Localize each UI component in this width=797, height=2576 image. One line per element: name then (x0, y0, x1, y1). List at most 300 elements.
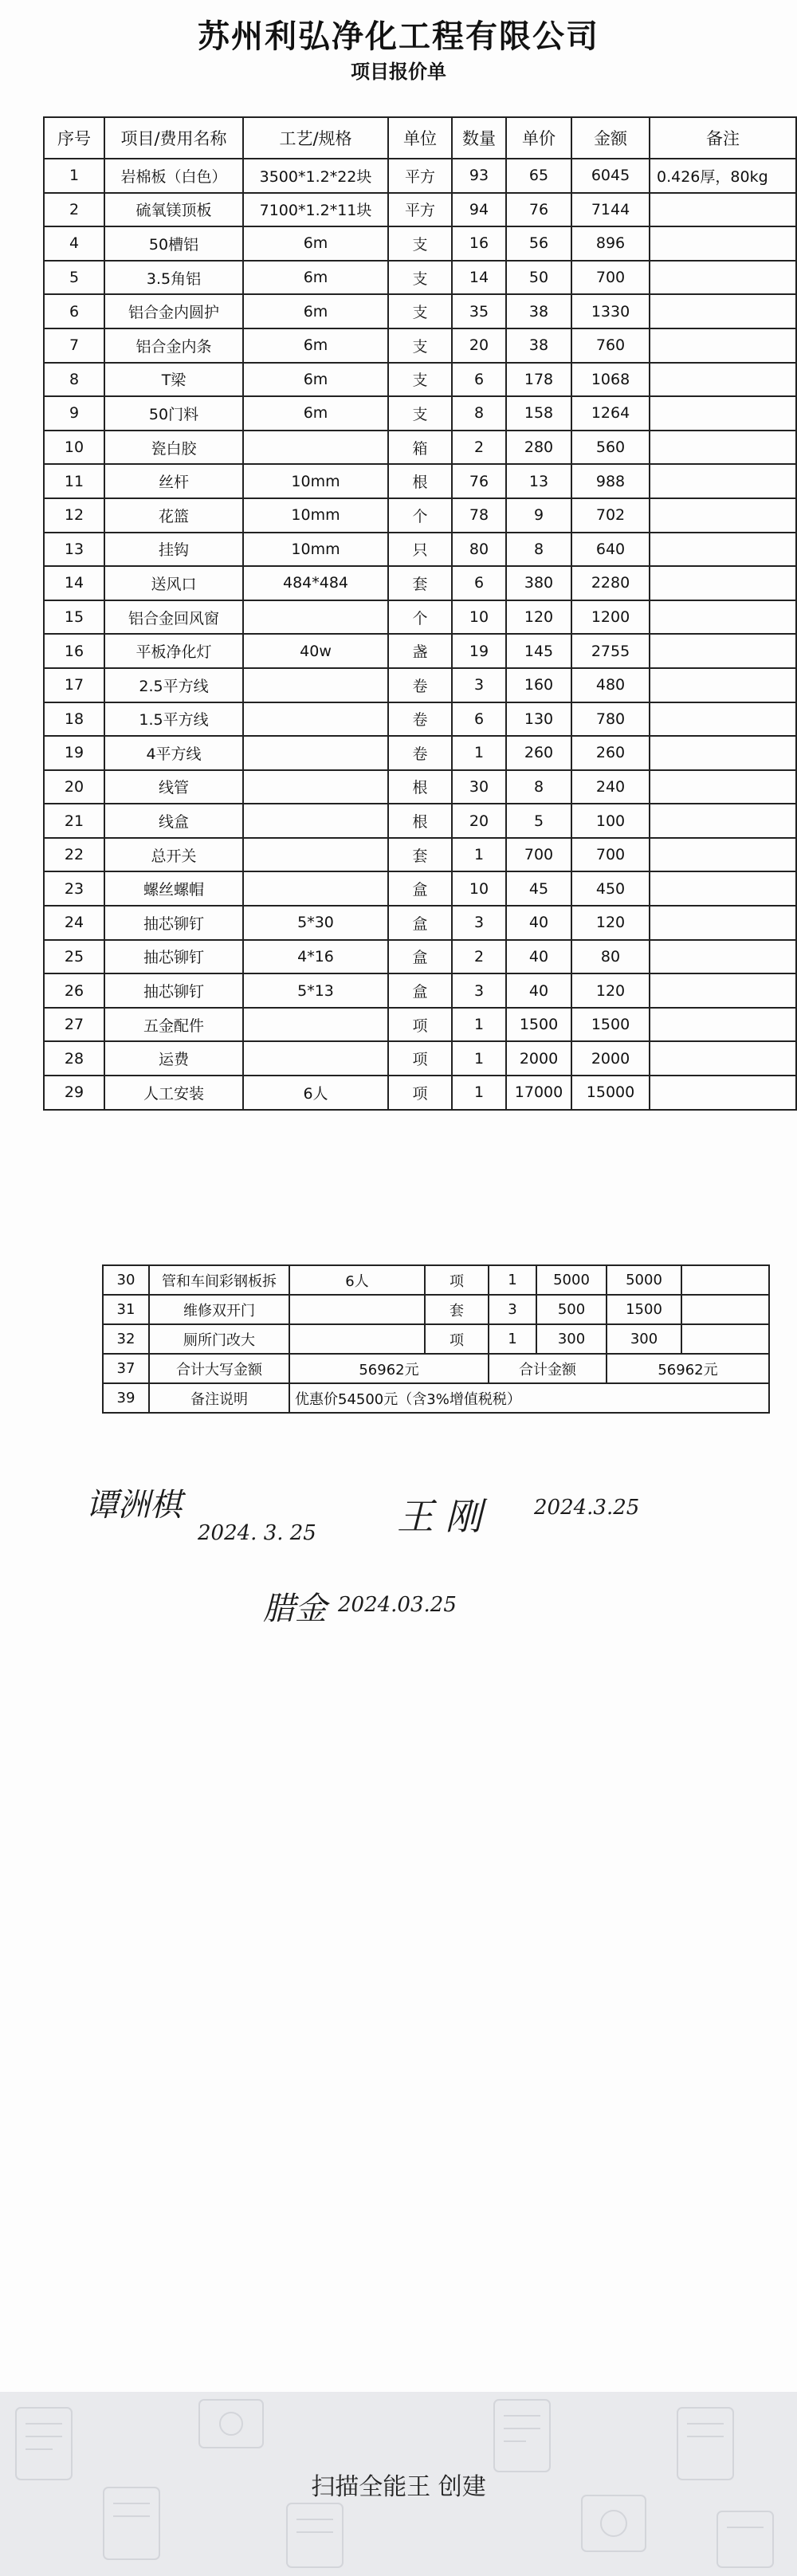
cell-price: 300 (536, 1324, 607, 1354)
cell-spec: 6人 (289, 1265, 425, 1295)
cell-price: 178 (506, 363, 571, 397)
cell-price: 8 (506, 533, 571, 567)
cell-amount: 480 (571, 668, 650, 702)
cell-remark (650, 566, 796, 600)
cell-remark (681, 1324, 769, 1354)
cell-price: 56 (506, 226, 571, 261)
cell-no: 27 (44, 1008, 104, 1042)
cell-amount: 896 (571, 226, 650, 261)
cell-no: 16 (44, 634, 104, 668)
cell-item: 线管 (104, 770, 243, 804)
cell-no: 13 (44, 533, 104, 567)
cell-qty: 1 (452, 736, 506, 770)
table-row (44, 193, 796, 227)
cell-qty: 78 (452, 498, 506, 533)
cell-spec (243, 804, 388, 838)
cell-amount: 988 (571, 464, 650, 498)
cell-amount: 700 (571, 838, 650, 872)
cell-spec (243, 736, 388, 770)
cell-remark (650, 396, 796, 431)
cell-price: 45 (506, 871, 571, 906)
cell-no: 20 (44, 770, 104, 804)
cell-qty: 1 (452, 1041, 506, 1076)
cell-unit: 盒 (388, 973, 452, 1008)
cell-amount: 1500 (607, 1295, 681, 1324)
cell-price: 158 (506, 396, 571, 431)
table-row (103, 1295, 769, 1324)
cell-item: 螺丝螺帽 (104, 871, 243, 906)
cell-amount: 300 (607, 1324, 681, 1354)
cell-item: 五金配件 (104, 1008, 243, 1042)
cell-remark (650, 498, 796, 533)
cell-item: 人工安装 (104, 1076, 243, 1110)
cell-remark (650, 906, 796, 940)
total-amount-value: 56962元 (607, 1354, 769, 1383)
cell-amount: 1500 (571, 1008, 650, 1042)
cell-amount: 780 (571, 702, 650, 737)
cell-remark: 0.426厚，80kg (650, 159, 796, 193)
cell-price: 40 (506, 973, 571, 1008)
cell-price: 38 (506, 294, 571, 328)
table-row (44, 396, 796, 431)
cell-spec: 10mm (243, 498, 388, 533)
cell-qty: 20 (452, 804, 506, 838)
cell-item: 1.5平方线 (104, 702, 243, 737)
note-label: 备注说明 (149, 1383, 289, 1413)
cell-unit: 根 (388, 804, 452, 838)
cell-price: 700 (506, 838, 571, 872)
cell-item: 丝杆 (104, 464, 243, 498)
cell-spec: 6m (243, 261, 388, 295)
cell-remark (650, 193, 796, 227)
cell-no: 5 (44, 261, 104, 295)
cell-qty: 8 (452, 396, 506, 431)
cell-spec (243, 838, 388, 872)
cell-item: 运费 (104, 1041, 243, 1076)
cell-unit: 盏 (388, 634, 452, 668)
cell-price: 17000 (506, 1076, 571, 1110)
cell-qty: 10 (452, 600, 506, 635)
table-row (44, 736, 796, 770)
cell-remark (650, 973, 796, 1008)
cell-item: 平板净化灯 (104, 634, 243, 668)
cell-no: 32 (103, 1324, 149, 1354)
cell-amount: 560 (571, 431, 650, 465)
cell-item: 50门料 (104, 396, 243, 431)
cell-amount: 120 (571, 906, 650, 940)
cell-item: 抽芯铆钉 (104, 906, 243, 940)
cell-amount: 760 (571, 328, 650, 363)
cell-no: 15 (44, 600, 104, 635)
cell-unit: 支 (388, 396, 452, 431)
cell-no: 25 (44, 940, 104, 974)
cell-price: 260 (506, 736, 571, 770)
signature-2-name: 王 刚 (397, 1495, 482, 1538)
cell-no: 31 (103, 1295, 149, 1324)
cell-no: 29 (44, 1076, 104, 1110)
cell-qty: 19 (452, 634, 506, 668)
cell-spec: 10mm (243, 533, 388, 567)
cell-item: 维修双开门 (149, 1295, 289, 1324)
cell-no: 39 (103, 1383, 149, 1413)
cell-remark (650, 1008, 796, 1042)
cell-spec: 3500*1.2*22块 (243, 159, 388, 193)
cell-remark (650, 600, 796, 635)
table-row (44, 770, 796, 804)
cell-no: 10 (44, 431, 104, 465)
note-value: 优惠价54500元（含3%增值税税） (289, 1383, 769, 1413)
cell-price: 5 (506, 804, 571, 838)
table-row (44, 804, 796, 838)
cell-remark (650, 294, 796, 328)
table-row (44, 871, 796, 906)
signature-3-date: 2024.03.25 (338, 1593, 457, 1617)
cell-unit: 套 (425, 1295, 489, 1324)
company-name: 苏州利弘净化工程有限公司 (198, 18, 599, 55)
header-unit: 单位 (388, 117, 452, 159)
cell-qty: 14 (452, 261, 506, 295)
cell-item: 送风口 (104, 566, 243, 600)
header-amount: 金额 (571, 117, 650, 159)
cell-no: 8 (44, 363, 104, 397)
cell-remark (650, 770, 796, 804)
cell-amount: 80 (571, 940, 650, 974)
cell-no: 7 (44, 328, 104, 363)
cell-remark (650, 668, 796, 702)
cell-unit: 盒 (388, 940, 452, 974)
cell-qty: 35 (452, 294, 506, 328)
cell-unit: 项 (388, 1041, 452, 1076)
cell-qty: 1 (489, 1265, 536, 1295)
cell-unit: 项 (425, 1324, 489, 1354)
quotation-table-body (44, 159, 796, 1110)
cell-spec: 5*13 (243, 973, 388, 1008)
cell-unit: 支 (388, 261, 452, 295)
cell-spec: 6m (243, 226, 388, 261)
cell-price: 2000 (506, 1041, 571, 1076)
signature-2-date: 2024.3.25 (534, 1496, 640, 1520)
cell-amount: 15000 (571, 1076, 650, 1110)
cell-qty: 3 (452, 906, 506, 940)
cell-spec: 6m (243, 396, 388, 431)
cell-amount: 2755 (571, 634, 650, 668)
signature-1-date: 2024. 3. 25 (198, 1521, 316, 1545)
table-row (44, 328, 796, 363)
cell-qty: 16 (452, 226, 506, 261)
table-row (44, 294, 796, 328)
cell-remark (681, 1265, 769, 1295)
cell-unit: 只 (388, 533, 452, 567)
cell-amount: 1200 (571, 600, 650, 635)
signature-3-name: 腊金 (263, 1591, 327, 1627)
cell-no: 2 (44, 193, 104, 227)
cell-price: 5000 (536, 1265, 607, 1295)
cell-item: 铝合金内圆护 (104, 294, 243, 328)
cell-price: 65 (506, 159, 571, 193)
cell-item: 瓷白胶 (104, 431, 243, 465)
cell-spec (243, 668, 388, 702)
cell-no: 28 (44, 1041, 104, 1076)
table-row (44, 668, 796, 702)
cell-qty: 76 (452, 464, 506, 498)
cell-item: 4平方线 (104, 736, 243, 770)
header-qty: 数量 (452, 117, 506, 159)
cell-amount: 240 (571, 770, 650, 804)
cell-no: 24 (44, 906, 104, 940)
cell-price: 500 (536, 1295, 607, 1324)
table-row (44, 600, 796, 635)
cell-spec: 6m (243, 363, 388, 397)
cell-spec (243, 702, 388, 737)
header-remark: 备注 (650, 117, 796, 159)
cell-unit: 平方 (388, 193, 452, 227)
header-price: 单价 (506, 117, 571, 159)
cell-spec (243, 1008, 388, 1042)
cell-no: 17 (44, 668, 104, 702)
cell-price: 8 (506, 770, 571, 804)
cell-spec: 6m (243, 328, 388, 363)
cell-spec: 6m (243, 294, 388, 328)
cell-unit: 盒 (388, 871, 452, 906)
table-row (44, 906, 796, 940)
cell-amount: 260 (571, 736, 650, 770)
cell-item: 硫氧镁顶板 (104, 193, 243, 227)
cell-price: 38 (506, 328, 571, 363)
cell-unit: 根 (388, 770, 452, 804)
cell-no: 11 (44, 464, 104, 498)
cell-spec: 4*16 (243, 940, 388, 974)
table-row (44, 838, 796, 872)
total-uppercase-label: 合计大写金额 (149, 1354, 289, 1383)
cell-no: 9 (44, 396, 104, 431)
cell-no: 21 (44, 804, 104, 838)
cell-price: 13 (506, 464, 571, 498)
cell-no: 18 (44, 702, 104, 737)
cell-remark (650, 804, 796, 838)
cell-amount: 1264 (571, 396, 650, 431)
cell-qty: 1 (452, 1008, 506, 1042)
table-row (44, 498, 796, 533)
cell-amount: 640 (571, 533, 650, 567)
cell-amount: 6045 (571, 159, 650, 193)
cell-unit: 盒 (388, 906, 452, 940)
cell-price: 130 (506, 702, 571, 737)
cell-amount: 120 (571, 973, 650, 1008)
cell-qty: 10 (452, 871, 506, 906)
cell-remark (650, 261, 796, 295)
cell-qty: 1 (452, 1076, 506, 1110)
cell-item: 管和车间彩钢板拆 (149, 1265, 289, 1295)
cell-qty: 6 (452, 702, 506, 737)
cell-remark (650, 634, 796, 668)
cell-unit: 个 (388, 600, 452, 635)
cell-no: 37 (103, 1354, 149, 1383)
total-amount-label: 合计金额 (489, 1354, 607, 1383)
quotation-table (43, 116, 797, 1111)
cell-item: 线盒 (104, 804, 243, 838)
cell-qty: 80 (452, 533, 506, 567)
cell-no: 22 (44, 838, 104, 872)
note-row (103, 1383, 769, 1413)
cell-price: 40 (506, 940, 571, 974)
cell-amount: 1330 (571, 294, 650, 328)
cell-unit: 支 (388, 226, 452, 261)
cell-no: 12 (44, 498, 104, 533)
cell-price: 380 (506, 566, 571, 600)
cell-unit: 卷 (388, 702, 452, 737)
cell-no: 4 (44, 226, 104, 261)
table-row (44, 973, 796, 1008)
cell-unit: 箱 (388, 431, 452, 465)
table-header-row (44, 117, 796, 159)
document-subtitle: 项目报价单 (351, 61, 446, 83)
table-row (44, 226, 796, 261)
cell-qty: 3 (489, 1295, 536, 1324)
cell-price: 280 (506, 431, 571, 465)
cell-qty: 93 (452, 159, 506, 193)
cell-qty: 2 (452, 940, 506, 974)
table-row (44, 363, 796, 397)
supplement-table (102, 1264, 770, 1414)
cell-qty: 6 (452, 566, 506, 600)
cell-spec: 6人 (243, 1076, 388, 1110)
cell-price: 9 (506, 498, 571, 533)
cell-unit: 套 (388, 838, 452, 872)
cell-spec (243, 770, 388, 804)
cell-item: 3.5角铝 (104, 261, 243, 295)
cell-amount: 702 (571, 498, 650, 533)
cell-remark (650, 431, 796, 465)
signature-1-name: 谭洲棋 (86, 1487, 182, 1524)
cell-spec (289, 1324, 425, 1354)
table-row (44, 566, 796, 600)
table-row (44, 261, 796, 295)
cell-no: 19 (44, 736, 104, 770)
cell-item: 铝合金回风窗 (104, 600, 243, 635)
total-row (103, 1354, 769, 1383)
cell-item: 铝合金内条 (104, 328, 243, 363)
cell-unit: 个 (388, 498, 452, 533)
cell-unit: 支 (388, 328, 452, 363)
header-spec: 工艺/规格 (243, 117, 388, 159)
cell-unit: 项 (388, 1008, 452, 1042)
cell-price: 1500 (506, 1008, 571, 1042)
cell-spec (243, 600, 388, 635)
cell-amount: 1068 (571, 363, 650, 397)
cell-qty: 30 (452, 770, 506, 804)
table-row (44, 533, 796, 567)
cell-remark (650, 226, 796, 261)
cell-spec: 10mm (243, 464, 388, 498)
cell-amount: 100 (571, 804, 650, 838)
cell-unit: 平方 (388, 159, 452, 193)
scanner-footer (0, 2392, 797, 2576)
total-uppercase-value: 56962元 (289, 1354, 489, 1383)
cell-qty: 1 (452, 838, 506, 872)
cell-remark (650, 363, 796, 397)
cell-item: 2.5平方线 (104, 668, 243, 702)
scanner-watermark-text: 扫描全能王 创建 (311, 2473, 486, 2501)
cell-spec: 40w (243, 634, 388, 668)
cell-remark (650, 871, 796, 906)
cell-unit: 套 (388, 566, 452, 600)
cell-price: 145 (506, 634, 571, 668)
cell-unit: 根 (388, 464, 452, 498)
cell-qty: 20 (452, 328, 506, 363)
cell-qty: 3 (452, 668, 506, 702)
cell-remark (650, 1076, 796, 1110)
cell-remark (681, 1295, 769, 1324)
cell-no: 14 (44, 566, 104, 600)
table-row (103, 1324, 769, 1354)
cell-item: 总开关 (104, 838, 243, 872)
cell-remark (650, 464, 796, 498)
cell-item: 抽芯铆钉 (104, 940, 243, 974)
cell-price: 76 (506, 193, 571, 227)
cell-no: 23 (44, 871, 104, 906)
cell-qty: 3 (452, 973, 506, 1008)
cell-amount: 700 (571, 261, 650, 295)
table-row (44, 1076, 796, 1110)
cell-item: 花篮 (104, 498, 243, 533)
cell-item: 岩棉板（白色） (104, 159, 243, 193)
cell-spec: 484*484 (243, 566, 388, 600)
cell-qty: 1 (489, 1324, 536, 1354)
cell-qty: 6 (452, 363, 506, 397)
cell-price: 120 (506, 600, 571, 635)
cell-amount: 2000 (571, 1041, 650, 1076)
cell-item: 50槽铝 (104, 226, 243, 261)
cell-item: 厕所门改大 (149, 1324, 289, 1354)
cell-amount: 450 (571, 871, 650, 906)
cell-no: 6 (44, 294, 104, 328)
cell-item: T梁 (104, 363, 243, 397)
cell-qty: 94 (452, 193, 506, 227)
cell-remark (650, 1041, 796, 1076)
cell-qty: 2 (452, 431, 506, 465)
cell-unit: 支 (388, 363, 452, 397)
table-row (44, 464, 796, 498)
cell-no: 1 (44, 159, 104, 193)
cell-price: 160 (506, 668, 571, 702)
cell-unit: 项 (425, 1265, 489, 1295)
table-row (44, 702, 796, 737)
cell-unit: 支 (388, 294, 452, 328)
cell-unit: 项 (388, 1076, 452, 1110)
cell-remark (650, 702, 796, 737)
cell-remark (650, 940, 796, 974)
cell-remark (650, 736, 796, 770)
cell-spec: 5*30 (243, 906, 388, 940)
table-row (44, 159, 796, 193)
table-row (44, 940, 796, 974)
table-row (44, 634, 796, 668)
table-row (44, 1041, 796, 1076)
cell-price: 50 (506, 261, 571, 295)
header-item: 项目/费用名称 (104, 117, 243, 159)
cell-spec (289, 1295, 425, 1324)
cell-amount: 7144 (571, 193, 650, 227)
table-row (103, 1265, 769, 1295)
cell-price: 40 (506, 906, 571, 940)
cell-amount: 5000 (607, 1265, 681, 1295)
cell-no: 30 (103, 1265, 149, 1295)
cell-spec (243, 431, 388, 465)
cell-unit: 卷 (388, 668, 452, 702)
cell-item: 挂钩 (104, 533, 243, 567)
cell-amount: 2280 (571, 566, 650, 600)
cell-no: 26 (44, 973, 104, 1008)
